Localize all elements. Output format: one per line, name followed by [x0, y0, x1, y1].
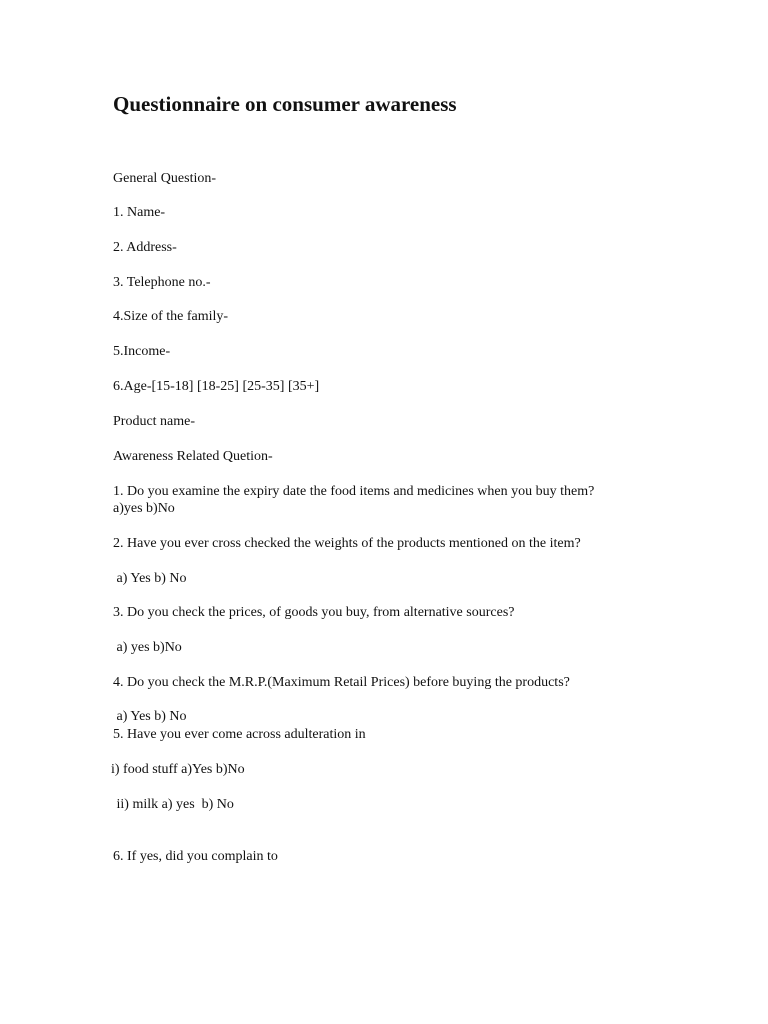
document-title: Questionnaire on consumer awareness — [113, 92, 457, 116]
question-2: 2. Have you ever cross checked the weights of the products mentioned on the item? — [113, 536, 581, 551]
question-1: 1. Do you examine the expiry date the food items and medicines when you buy them? — [113, 484, 595, 499]
question-5: 5. Have you ever come across adulteration in — [113, 727, 366, 742]
question-1-answer: a)yes b)No — [113, 501, 175, 516]
question-address: 2. Address- — [113, 240, 177, 255]
awareness-question-heading: Awareness Related Quetion- — [113, 449, 273, 464]
question-6: 6. If yes, did you complain to — [113, 849, 278, 864]
question-family-size: 4.Size of the family- — [113, 309, 229, 324]
question-2-answer: a) Yes b) No — [113, 571, 187, 586]
question-4-answer: a) Yes b) No — [113, 709, 187, 724]
question-name: 1. Name- — [113, 205, 166, 220]
question-5-option-ii: ii) milk a) yes b) No — [113, 797, 234, 812]
question-income: 5.Income- — [113, 344, 171, 359]
product-name-label: Product name- — [113, 414, 196, 429]
general-question-heading: General Question- — [113, 171, 217, 186]
question-telephone: 3. Telephone no.- — [113, 275, 211, 290]
question-4: 4. Do you check the M.R.P.(Maximum Retail Prices) before buying the products? — [113, 675, 570, 690]
question-age: 6.Age-[15-18] [18-25] [25-35] [35+] — [113, 379, 320, 394]
question-3: 3. Do you check the prices, of goods you buy, from alternative sources? — [113, 605, 515, 620]
question-3-answer: a) yes b)No — [113, 640, 182, 655]
question-5-option-i: i) food stuff a)Yes b)No — [111, 762, 245, 777]
